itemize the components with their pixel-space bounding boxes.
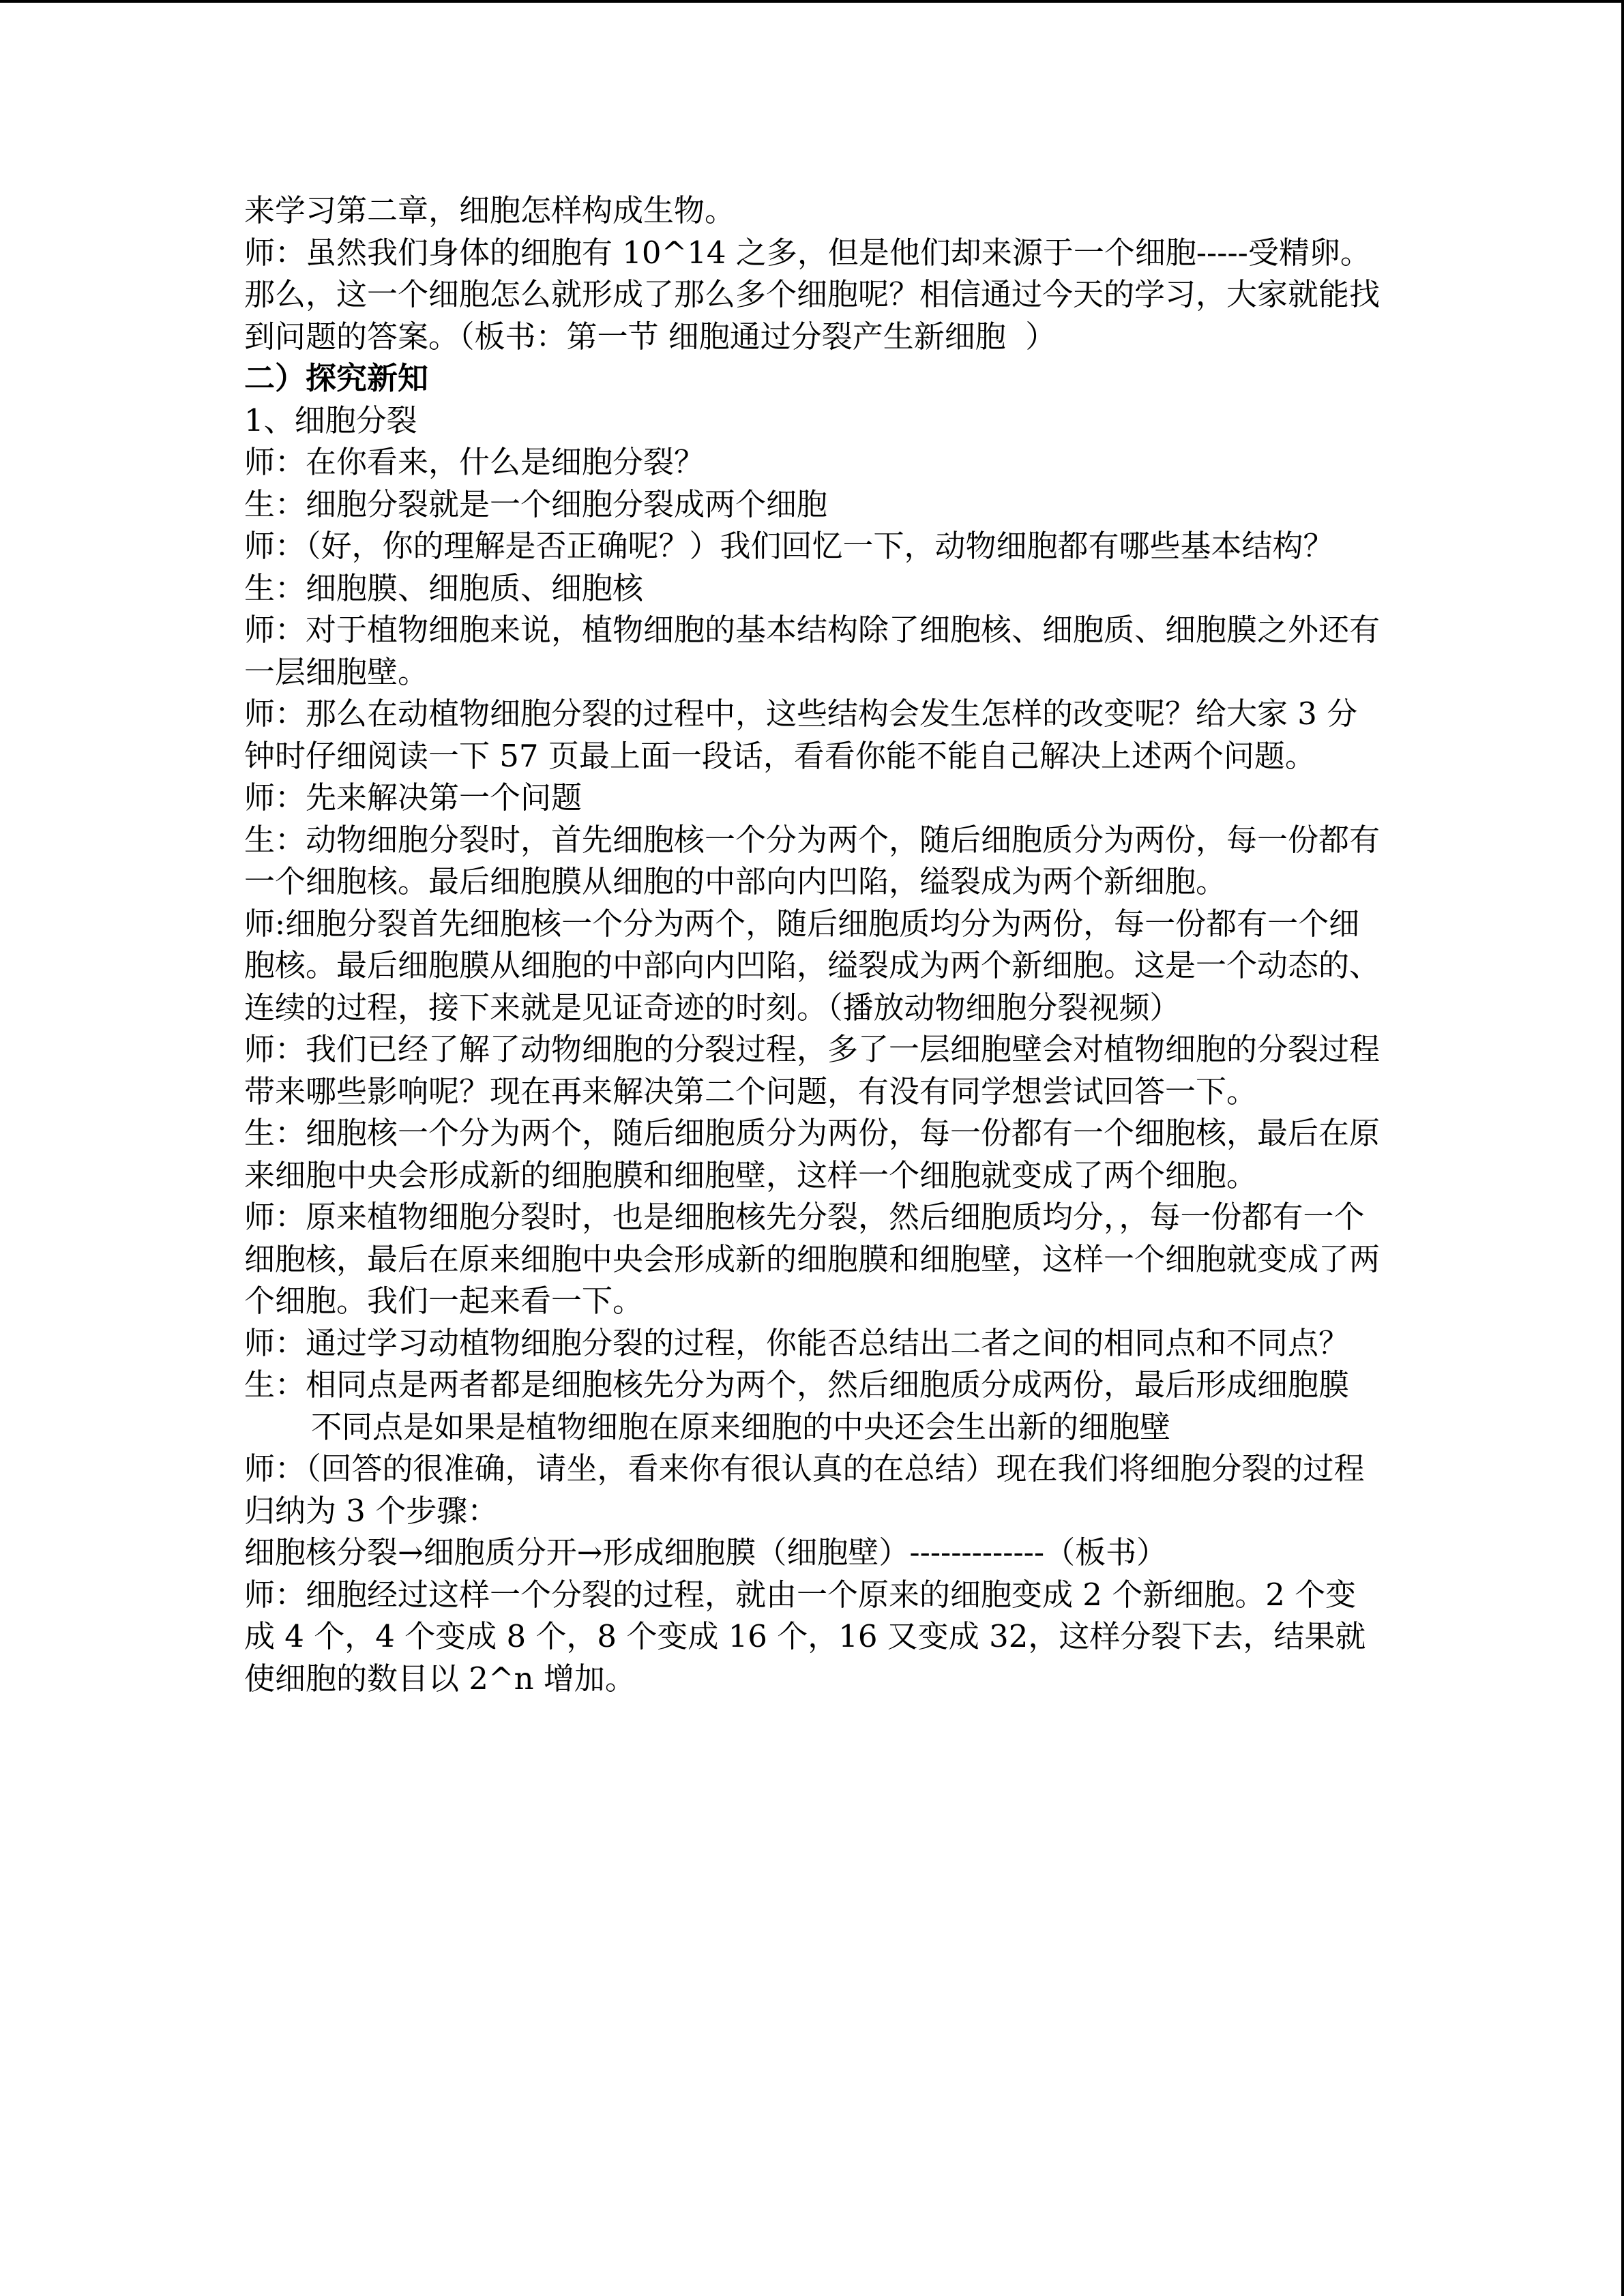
paragraph-teacher-reading: 师：那么在动植物细胞分裂的过程中，这些结构会发生怎样的改变呢？给大家 3 分钟时仔细阅读一下 57 页最上面一段话，看看你能不能自己解决上述两个问题。 <box>244 696 1358 774</box>
paragraph-teacher-first-question: 师：先来解决第一个问题 <box>244 779 582 816</box>
paragraph-student-structures: 生：细胞膜、细胞质、细胞核 <box>244 569 644 606</box>
document-body <box>244 190 1381 1699</box>
paragraph-teacher-question: 师：在你看来，什么是细胞分裂？ <box>244 444 705 480</box>
paragraph-teacher-plant-cell: 师：对于植物细胞来说，植物细胞的基本结构除了细胞核、细胞质、细胞膜之外还有一层细胞壁。 <box>244 612 1381 690</box>
paragraph-division-steps: 细胞核分裂→细胞质分开→形成细胞膜（细胞壁）-------------（板书） <box>244 1534 1168 1570</box>
paragraph-intro: 来学习第二章，细胞怎样构成生物。 <box>244 192 736 228</box>
page-border-top <box>0 0 1624 3</box>
paragraph-student-differences: 不同点是如果是植物细胞在原来细胞的中央还会生出新的细胞壁 <box>311 1408 1171 1445</box>
paragraph-teacher-recall: 师：（好，你的理解是否正确呢？）我们回忆一下，动物细胞都有哪些基本结构？ <box>244 528 1334 564</box>
paragraph-teacher-plant-division: 师：原来植物细胞分裂时，也是细胞核先分裂，然后细胞质均分，，每一份都有一个细胞核，最后在原来细胞中央会形成新的细胞膜和细胞壁，这样一个细胞就变成了两个细胞。我们一起来看一下。 <box>244 1199 1381 1319</box>
paragraph-student-similarities: 生：相同点是两者都是细胞核先分为两个，然后细胞质分成两份，最后形成细胞膜 <box>244 1367 1350 1403</box>
paragraph-teacher-animal-division: 师:细胞分裂首先细胞核一个分为两个，随后细胞质均分为两份，每一份都有一个细胞核。最后细胞膜从细胞的中部向内凹陷，缢裂成为两个新细胞。这是一个动态的、连续的过程，接下来就是见证奇迹的时刻。（播放动物细胞分裂视频） <box>244 905 1381 1026</box>
subheading-cell-division: 1、细胞分裂 <box>244 402 417 438</box>
paragraph-student-plant-division: 生：细胞核一个分为两个，随后细胞质分为两份，每一份都有一个细胞核，最后在原来细胞中央会形成新的细胞膜和细胞壁，这样一个细胞就变成了两个细胞。 <box>244 1115 1381 1193</box>
section-heading-explore: 二）探究新知 <box>244 360 429 396</box>
paragraph-teacher-exponential: 师：细胞经过这样一个分裂的过程，就由一个原来的细胞变成 2 个新细胞。2 个变成 4 个，4 个变成 8 个，8 个变成 16 个，16 又变成 32，这样分裂下去，结果就使细胞的数目以 2^n 增加。 <box>244 1576 1366 1697</box>
paragraph-teacher-compare: 师：通过学习动植物细胞分裂的过程，你能否总结出二者之间的相同点和不同点？ <box>244 1324 1350 1361</box>
page-border-right <box>1621 0 1624 2296</box>
paragraph-student-answer: 生：细胞分裂就是一个细胞分裂成两个细胞 <box>244 486 828 522</box>
paragraph-teacher-plant-question: 师：我们已经了解了动物细胞的分裂过程，多了一层细胞壁会对植物细胞的分裂过程带来哪些影响呢？现在再来解决第二个问题，有没有同学想尝试回答一下。 <box>244 1031 1381 1109</box>
paragraph-teacher-fertilized-egg: 师：虽然我们身体的细胞有 10^14 之多，但是他们却来源于一个细胞-----受精卵。那么，这一个细胞怎么就形成了那么多个细胞呢？相信通过今天的学习，大家就能找到问题的答案。（板书：第一节 细胞通过分裂产生新细胞 ） <box>244 234 1381 355</box>
paragraph-teacher-summary: 师：（回答的很准确，请坐，看来你有很认真的在总结）现在我们将细胞分裂的过程归纳为 3 个步骤： <box>244 1450 1365 1529</box>
paragraph-student-animal-division: 生：动物细胞分裂时，首先细胞核一个分为两个，随后细胞质分为两份，每一份都有一个细胞核。最后细胞膜从细胞的中部向内凹陷，缢裂成为两个新细胞。 <box>244 821 1381 899</box>
